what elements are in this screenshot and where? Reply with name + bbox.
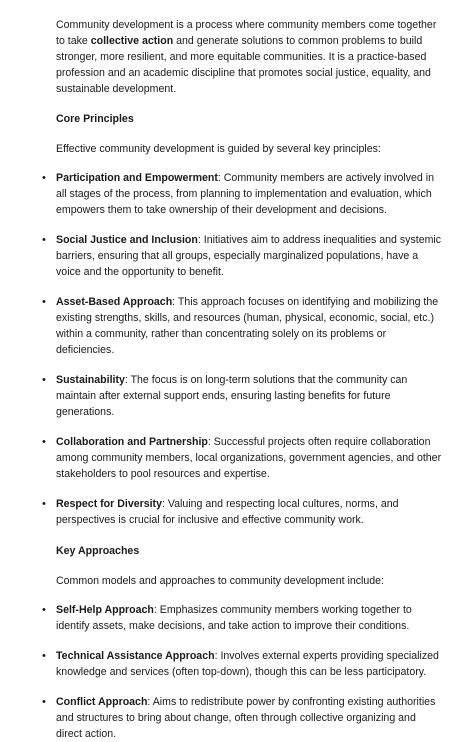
list-item — [42, 232, 444, 280]
key-approaches-lead: Common models and approaches to community development include: — [56, 575, 384, 587]
key-approaches-list — [42, 602, 444, 742]
list-item-term: Asset-Based Approach — [56, 296, 173, 308]
bullet-icon: • — [42, 498, 46, 510]
list-item-text: : This approach focuses on identifying and mobilizing the existing strengths, skills, and resources (human, physical, economic, social, etc.) within a community, rather than concentrating solely on its problems or deficiencies. — [56, 296, 439, 356]
list-item-text: : Valuing and respecting local cultures, norms, and perspectives is crucial for inclusive and effective community work. — [56, 498, 399, 526]
list-item-term: Technical Assistance Approach — [56, 650, 215, 662]
list-item — [42, 372, 444, 420]
core-principles-list — [42, 170, 444, 528]
list-item — [42, 602, 444, 634]
list-item-text: : Successful projects often require collaboration among community members, local organizations, government agencies, and other stakeholders to pool resources and expertise. — [56, 436, 442, 480]
list-item-text: : Involves external experts providing specialized knowledge and services (often top-down), though this can be less participatory. — [56, 650, 439, 678]
section-heading-core-principles: Core Principles — [56, 113, 134, 125]
list-item — [42, 496, 444, 528]
list-item-term: Respect for Diversity — [56, 498, 162, 510]
list-item-text: : The focus is on long-term solutions that the community can maintain after external support ends, ensuring lasting benefits for future generations. — [56, 374, 408, 418]
list-item-text: : Aims to redistribute power by confronting existing authorities and structures to bring about change, often through collective organizing and direct action. — [56, 696, 436, 740]
list-item-text: : Community members are actively involved in all stages of the process, from planning to implementation and evaluation, which empowers them to take ownership of their development and decisions. — [56, 172, 434, 216]
intro-bold-term: collective action — [90, 35, 174, 47]
bullet-icon: • — [42, 650, 46, 662]
list-item-text: : Emphasizes community members working together to identify assets, make decisions, and take action to improve their conditions. — [56, 604, 412, 632]
bullet-icon: • — [42, 374, 46, 386]
bullet-icon: • — [42, 234, 46, 246]
bullet-icon: • — [42, 436, 46, 448]
bullet-icon: • — [42, 604, 46, 616]
core-principles-lead: Effective community development is guided by several key principles: — [56, 143, 381, 155]
list-item — [42, 434, 444, 482]
section-heading-key-approaches: Key Approaches — [56, 545, 140, 557]
bullet-icon: • — [42, 172, 46, 184]
list-item-term: Social Justice and Inclusion — [56, 234, 198, 246]
intro-text-part1: Community development is a process where community members come together to take — [56, 19, 437, 47]
list-item-term: Collaboration and Partnership — [56, 436, 208, 448]
list-item-term: Participation and Empowerment — [56, 172, 218, 184]
list-item — [42, 648, 444, 680]
list-item — [42, 294, 444, 358]
bullet-icon: • — [42, 296, 46, 308]
list-item-term: Self-Help Approach — [56, 604, 154, 616]
list-item-term: Sustainability — [56, 374, 125, 386]
list-item — [42, 170, 444, 218]
intro-paragraph — [56, 17, 444, 97]
list-item — [42, 694, 444, 742]
bullet-icon: • — [42, 696, 46, 708]
list-item-text: : Initiatives aim to address inequalities and systemic barriers, ensuring that all groups, especially marginalized populations, have a voice and the opportunity to benefit. — [56, 234, 442, 278]
intro-text-part2: and generate solutions to common problems to build stronger, more resilient, and more equitable communities. It is a practice-based profession and an academic discipline that promotes social justice, equality, and sustainable development. — [56, 35, 431, 95]
list-item-term: Conflict Approach — [56, 696, 148, 708]
